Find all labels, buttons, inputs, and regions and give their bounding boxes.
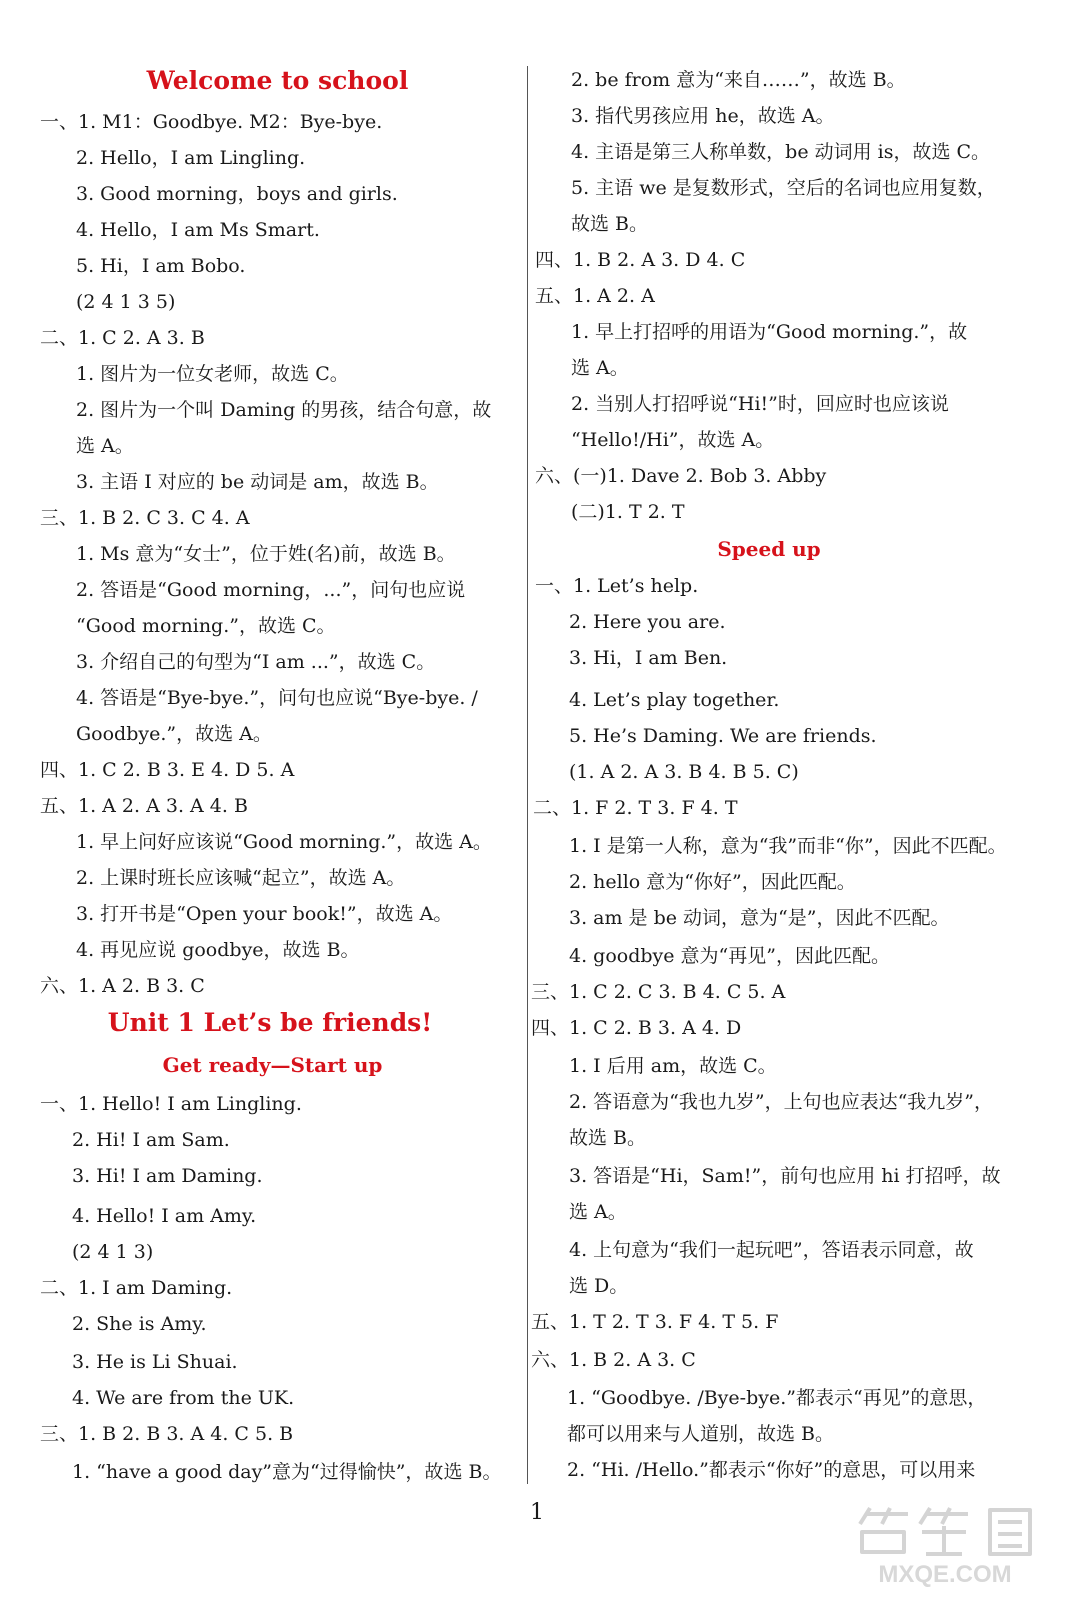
answer-line: 一、1. Let’s help.: [535, 575, 699, 597]
answer-line: 2. Hi! I am Sam.: [72, 1129, 230, 1151]
answer-line: (1. A 2. A 3. B 4. B 5. C): [569, 761, 799, 783]
answer-line: 2. Hello，I am Lingling.: [76, 147, 306, 169]
explanation-line: 1. I 后用 am，故选 C。: [569, 1055, 777, 1077]
explanation-line: 4. 答语是“Bye-bye.”，问句也应说“Bye-bye. /: [76, 687, 478, 709]
explanation-line: 2. 当别人打招呼说“Hi!”时，回应时也应该说: [571, 393, 949, 415]
answer-line: 5. Hi，I am Bobo.: [76, 255, 246, 277]
answer-line: 六、1. A 2. B 3. C: [40, 975, 205, 997]
answer-line: 4. Hello，I am Ms Smart.: [76, 219, 320, 241]
explanation-line: 3. 介绍自己的句型为“I am ...”，故选 C。: [76, 651, 436, 673]
explanation-line: 1. 早上问好应该说“Good morning.”，故选 A。: [76, 831, 492, 853]
watermark-logo: [830, 1500, 1060, 1590]
explanation-line: 1. “have a good day”意为“过得愉快”，故选 B。: [72, 1461, 502, 1483]
explanation-line: 3. am 是 be 动词，意为“是”，因此不匹配。: [569, 907, 950, 929]
explanation-line: “Good morning.”，故选 C。: [76, 615, 336, 637]
answer-line: 3. Hi! I am Daming.: [72, 1165, 263, 1187]
answer-line: 2. Here you are.: [569, 611, 726, 633]
explanation-line: 选 A。: [569, 1201, 627, 1223]
explanation-line: 选 A。: [76, 435, 134, 457]
explanation-line: 4. 再见应说 goodbye，故选 B。: [76, 939, 360, 961]
answer-line: 一、1. M1：Goodbye. M2：Bye-bye.: [40, 111, 383, 133]
answer-line: 3. He is Li Shuai.: [72, 1351, 238, 1373]
explanation-line: 2. “Hi. /Hello.”都表示“你好”的意思，可以用来: [567, 1459, 976, 1481]
answer-line: 3. Hi，I am Ben.: [569, 647, 728, 669]
subsection-title-get-ready: Get ready—Start up: [162, 1053, 383, 1077]
answer-line: 四、1. C 2. B 3. E 4. D 5. A: [40, 759, 295, 781]
answer-line: 4. We are from the UK.: [72, 1387, 295, 1409]
answer-line: 五、1. A 2. A 3. A 4. B: [40, 795, 248, 817]
answer-line: 4. Let’s play together.: [569, 689, 780, 711]
explanation-line: 4. 主语是第三人称单数，be 动词用 is，故选 C。: [571, 141, 991, 163]
answer-line: 四、1. C 2. B 3. A 4. D: [531, 1017, 742, 1039]
explanation-line: 2. be from 意为“来自……”，故选 B。: [571, 69, 906, 91]
explanation-line: 1. Ms 意为“女士”，位于姓(名)前，故选 B。: [76, 543, 456, 565]
answer-line: 3. Good morning，boys and girls.: [76, 183, 398, 205]
explanation-line: 3. 打开书是“Open your book!”，故选 A。: [76, 903, 453, 925]
explanation-line: 2. 图片为一个叫 Daming 的男孩，结合句意，故: [76, 399, 492, 421]
subsection-title-speed-up: Speed up: [717, 537, 821, 561]
explanation-line: 选 A。: [571, 357, 629, 379]
answer-line: 一、1. Hello! I am Lingling.: [40, 1093, 302, 1115]
answer-line: 2. She is Amy.: [72, 1313, 207, 1335]
section-title-unit1: Unit 1 Let’s be friends!: [107, 1008, 433, 1037]
answer-line: (二)1. T 2. T: [571, 501, 685, 523]
explanation-line: 1. “Goodbye. /Bye-bye.”都表示“再见”的意思，: [567, 1387, 987, 1409]
answer-line: 三、1. C 2. C 3. B 4. C 5. A: [531, 981, 786, 1003]
explanation-line: 3. 主语 I 对应的 be 动词是 am，故选 B。: [76, 471, 439, 493]
explanation-line: 1. 图片为一位女老师，故选 C。: [76, 363, 349, 385]
explanation-line: 2. 答语意为“我也九岁”，上句也应表达“我九岁”，: [569, 1091, 994, 1113]
answer-line: 五、1. A 2. A: [535, 285, 655, 307]
explanation-line: 4. goodbye 意为“再见”，因此匹配。: [569, 945, 890, 967]
watermark-logo-icon: [830, 1500, 1060, 1590]
answer-line: (2 4 1 3): [72, 1241, 154, 1263]
explanation-line: 1. 早上打招呼的用语为“Good morning.”，故: [571, 321, 968, 343]
answer-line: 六、(一)1. Dave 2. Bob 3. Abby: [535, 465, 827, 487]
answer-line: 二、1. F 2. T 3. F 4. T: [533, 797, 738, 819]
answer-line: 二、1. I am Daming.: [40, 1277, 233, 1299]
explanation-line: 3. 指代男孩应用 he，故选 A。: [571, 105, 835, 127]
explanation-line: 选 D。: [569, 1275, 629, 1297]
explanation-line: 2. 上课时班长应该喊“起立”，故选 A。: [76, 867, 406, 889]
answer-line: 四、1. B 2. A 3. D 4. C: [535, 249, 746, 271]
explanation-line: 3. 答语是“Hi，Sam!”，前句也应用 hi 打招呼，故: [569, 1165, 1001, 1187]
page-number: 1: [530, 1500, 544, 1525]
answer-line: 4. Hello! I am Amy.: [72, 1205, 257, 1227]
answer-line: (2 4 1 3 5): [76, 291, 176, 313]
answer-line: 三、1. B 2. B 3. A 4. C 5. B: [40, 1423, 294, 1445]
answer-line: 三、1. B 2. C 3. C 4. A: [40, 507, 250, 529]
answer-line: 二、1. C 2. A 3. B: [40, 327, 205, 349]
explanation-line: 5. 主语 we 是复数形式，空后的名词也应用复数，: [571, 177, 996, 199]
explanation-line: 都可以用来与人道别，故选 B。: [567, 1423, 835, 1445]
explanation-line: 1. I 是第一人称，意为“我”而非“你”，因此不匹配。: [569, 835, 1007, 857]
explanation-line: “Hello!/Hi”，故选 A。: [571, 429, 775, 451]
watermark-text: MXQE.COM: [878, 1561, 1012, 1588]
explanation-line: 2. hello 意为“你好”，因此匹配。: [569, 871, 856, 893]
answer-line: 5. He’s Daming. We are friends.: [569, 725, 877, 747]
column-divider: [527, 66, 528, 1484]
explanation-line: 2. 答语是“Good morning，...”，问句也应说: [76, 579, 466, 601]
explanation-line: 故选 B。: [571, 213, 649, 235]
answer-line: 五、1. T 2. T 3. F 4. T 5. F: [531, 1311, 779, 1333]
answer-line: 六、1. B 2. A 3. C: [531, 1349, 696, 1371]
explanation-line: Goodbye.”，故选 A。: [76, 723, 272, 745]
explanation-line: 4. 上句意为“我们一起玩吧”，答语表示同意，故: [569, 1239, 974, 1261]
explanation-line: 故选 B。: [569, 1127, 647, 1149]
section-title-welcome: Welcome to school: [146, 66, 409, 95]
